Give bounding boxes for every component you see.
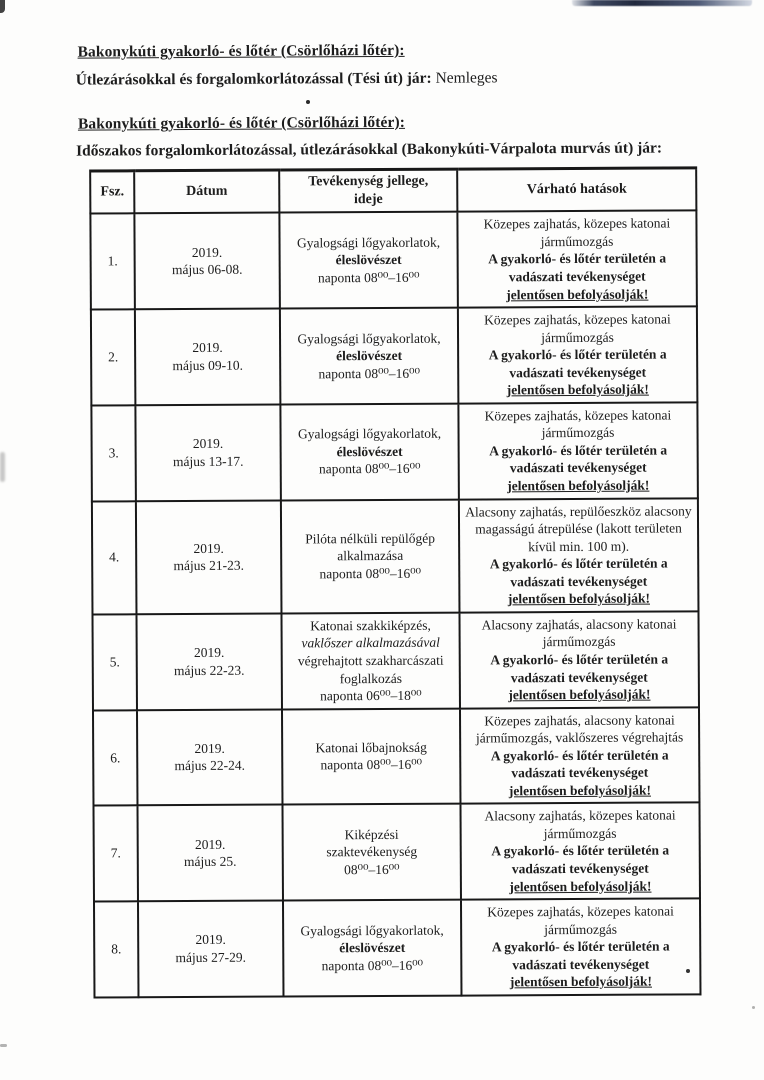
- effects-line: A gyakorló- és lőtér területén a vadászati tevékenységet: [491, 842, 670, 877]
- effects-line: jelentősen befolyásolják!: [508, 686, 651, 703]
- section2-heading: Bakonykúti gyakorló- és lőtér (Csörlőházi lőtér):: [77, 113, 406, 133]
- date-year: 2019.: [193, 540, 224, 556]
- effects-cell: [458, 402, 697, 499]
- effects-line: A gyakorló- és lőtér területén a vadászati tevékenységet: [489, 442, 668, 476]
- effects-line: Közepes zajhatás, közepes katonai járműmozgás: [487, 903, 674, 937]
- date-year: 2019.: [192, 340, 223, 356]
- effects-line: Alacsony zajhatás, alacsony katonai járműmozgás: [481, 616, 677, 650]
- date-year: 2019.: [192, 435, 224, 452]
- table-row: [93, 803, 699, 902]
- table-row: [91, 306, 697, 405]
- activity-line: naponta 08⁰⁰–16⁰⁰: [318, 365, 421, 382]
- activity-cell: [280, 308, 458, 405]
- activity-cell: [281, 499, 460, 613]
- date-year: 2019.: [194, 740, 225, 756]
- activity-line: Katonai lőbajnokság: [315, 739, 427, 756]
- row-number-cell: 2.: [91, 309, 136, 405]
- effects-line: Alacsony zajhatás, közepes katonai járműmozgás: [484, 807, 676, 842]
- date-year: 2019.: [191, 244, 223, 260]
- effects-line: Közepes zajhatás, közepes katonai járműmozgás: [484, 407, 672, 441]
- col-header-datum: Dátum: [134, 170, 279, 214]
- effects-line: jelentősen befolyásolják!: [506, 286, 649, 302]
- table-header: [90, 168, 696, 214]
- row-number-cell: 7.: [93, 806, 138, 902]
- date-days: május 21-23.: [173, 557, 245, 574]
- effects-line: jelentősen befolyásolják!: [509, 878, 652, 894]
- activity-line: szaktevékenység: [326, 844, 418, 860]
- col-header-activity: Tevékenység jellege, ideje: [279, 169, 457, 213]
- effects-line: jelentősen befolyásolják!: [509, 973, 653, 990]
- activity-cell: [282, 804, 460, 901]
- table-body: [90, 211, 700, 998]
- date-days: május 25.: [183, 853, 237, 870]
- date-cell: [136, 500, 282, 614]
- effects-line: Alacsony zajhatás, repülőeszköz alacsony magasságú átrepülése (lakott területen kívül min. 100 m).: [465, 502, 692, 554]
- effects-line: Közepes zajhatás, közepes katonai járműmozgás: [484, 311, 671, 345]
- row-number-cell: 4.: [92, 501, 137, 615]
- effects-cell: [460, 803, 699, 900]
- effects-line: A gyakorló- és lőtér területén a vadászati tevékenységet: [488, 346, 667, 381]
- section2-statement: Időszakos forgalomkorlátozással, útlezárásokkal (Bakonykúti-Várpalota murvás út) jár:: [76, 139, 663, 160]
- effects-line: jelentősen befolyásolják!: [507, 590, 651, 607]
- date-cell: [136, 613, 281, 709]
- activity-line: naponta 06⁰⁰–18⁰⁰: [320, 687, 422, 704]
- effects-cell: [461, 898, 700, 995]
- section1-statement: [0, 58, 762, 90]
- activity-line: naponta 08⁰⁰–16⁰⁰: [321, 957, 424, 974]
- activity-line: éleslövészet: [335, 252, 402, 268]
- section1-statement-value: Nemleges: [435, 69, 498, 87]
- activity-cell: [281, 612, 459, 709]
- activity-cell: [279, 212, 457, 309]
- activity-line: naponta 08⁰⁰–16⁰⁰: [317, 269, 420, 286]
- activity-line: Gyalogsági lőgyakorlatok,: [297, 426, 442, 442]
- effects-cell: [459, 611, 698, 708]
- row-number-cell: 5.: [92, 614, 137, 710]
- activity-line: Kiképzési: [344, 826, 399, 843]
- date-days: május 27-29.: [175, 949, 247, 965]
- activity-line: éleslövészet: [336, 348, 403, 364]
- effects-cell: [458, 306, 697, 403]
- scan-artifact-bottom-left-speck: [0, 1044, 7, 1047]
- activity-cell: [282, 708, 460, 805]
- activity-cell: [280, 403, 458, 500]
- effects-line: A gyakorló- és lőtér területén a vadászati tevékenységet: [489, 555, 668, 590]
- table-row: [93, 707, 699, 806]
- table-header-row: [90, 168, 696, 214]
- table-row: [94, 898, 700, 997]
- date-cell: [135, 404, 280, 500]
- activity-line: vaklőszer alkalmazásával: [301, 635, 440, 651]
- table-row: [92, 611, 698, 710]
- date-cell: [137, 805, 282, 901]
- date-year: 2019.: [193, 644, 225, 661]
- effects-line: A gyakorló- és lőtér területén a vadászati tevékenységet: [488, 250, 667, 285]
- activity-line: éleslövészet: [336, 443, 403, 460]
- activity-line: Gyalogsági lőgyakorlatok,: [297, 330, 441, 347]
- activity-line: Gyalogsági lőgyakorlatok,: [296, 234, 441, 251]
- activity-line: végrehajtott szakharcászati foglalkozás: [297, 652, 444, 686]
- date-days: május 22-23.: [173, 662, 245, 678]
- activity-line: naponta 08⁰⁰–16⁰⁰: [320, 757, 423, 773]
- activity-line: Gyalogsági lőgyakorlatok,: [300, 922, 444, 939]
- date-days: május 22-24.: [174, 758, 246, 774]
- date-days: május 06-08.: [171, 261, 243, 278]
- col-header-effects: Várható hatások: [457, 168, 696, 212]
- activity-line: naponta 08⁰⁰–16⁰⁰: [318, 461, 421, 477]
- date-cell: [135, 309, 280, 405]
- activity-line: naponta 08⁰⁰–16⁰⁰: [319, 565, 422, 582]
- activity-line: 08⁰⁰–16⁰⁰: [344, 861, 400, 878]
- activity-cell: [283, 900, 461, 997]
- date-days: május 13-17.: [172, 453, 244, 469]
- effects-line: A gyakorló- és lőtér területén a vadászati tevékenységet: [491, 938, 670, 973]
- row-number-cell: 6.: [93, 710, 138, 806]
- effects-cell: [460, 707, 699, 804]
- effects-line: A gyakorló- és lőtér területén a vadászati tevékenységet: [490, 747, 669, 781]
- table-row: [91, 402, 697, 501]
- effects-line: A gyakorló- és lőtér területén a vadászati tevékenységet: [490, 651, 669, 685]
- effects-line: Közepes zajhatás, alacsony katonai járműmozgás, vaklőszeres végrehajtás: [475, 712, 684, 746]
- scan-artifact-bottom-right-speck: [752, 1006, 755, 1009]
- activity-line: Pilóta nélküli repülőgép alkalmazása: [305, 530, 435, 564]
- effects-line: Közepes zajhatás, közepes katonai járműmozgás: [483, 215, 671, 250]
- section1-heading: Bakonykúti gyakorló- és lőtér (Csörlőházi lőtér):: [77, 41, 405, 61]
- effects-line: jelentősen befolyásolják!: [506, 381, 649, 398]
- table-row: [90, 211, 696, 310]
- activity-line: éleslövészet: [339, 940, 406, 956]
- row-number-cell: 1.: [90, 214, 135, 310]
- effects-cell: [459, 498, 699, 613]
- effects-cell: [457, 211, 696, 308]
- date-year: 2019.: [195, 932, 226, 948]
- activity-line: Katonai szakkiképzés,: [310, 617, 431, 634]
- effects-line: jelentősen befolyásolják!: [508, 782, 652, 799]
- date-cell: [134, 213, 279, 309]
- activity-schedule-table: [89, 166, 701, 998]
- date-cell: [138, 901, 283, 997]
- row-number-cell: 8.: [94, 901, 139, 997]
- row-number-cell: 3.: [91, 405, 136, 501]
- date-days: május 09-10.: [172, 357, 243, 374]
- date-year: 2019.: [194, 836, 226, 852]
- section1-statement-label: Útlezárásokkal és forgalomkorlátozással (Tési út) jár:: [75, 69, 432, 89]
- table-row: [92, 498, 699, 614]
- date-cell: [137, 709, 282, 805]
- effects-line: jelentősen befolyásolják!: [507, 477, 650, 494]
- col-header-fsz: Fsz.: [90, 171, 134, 214]
